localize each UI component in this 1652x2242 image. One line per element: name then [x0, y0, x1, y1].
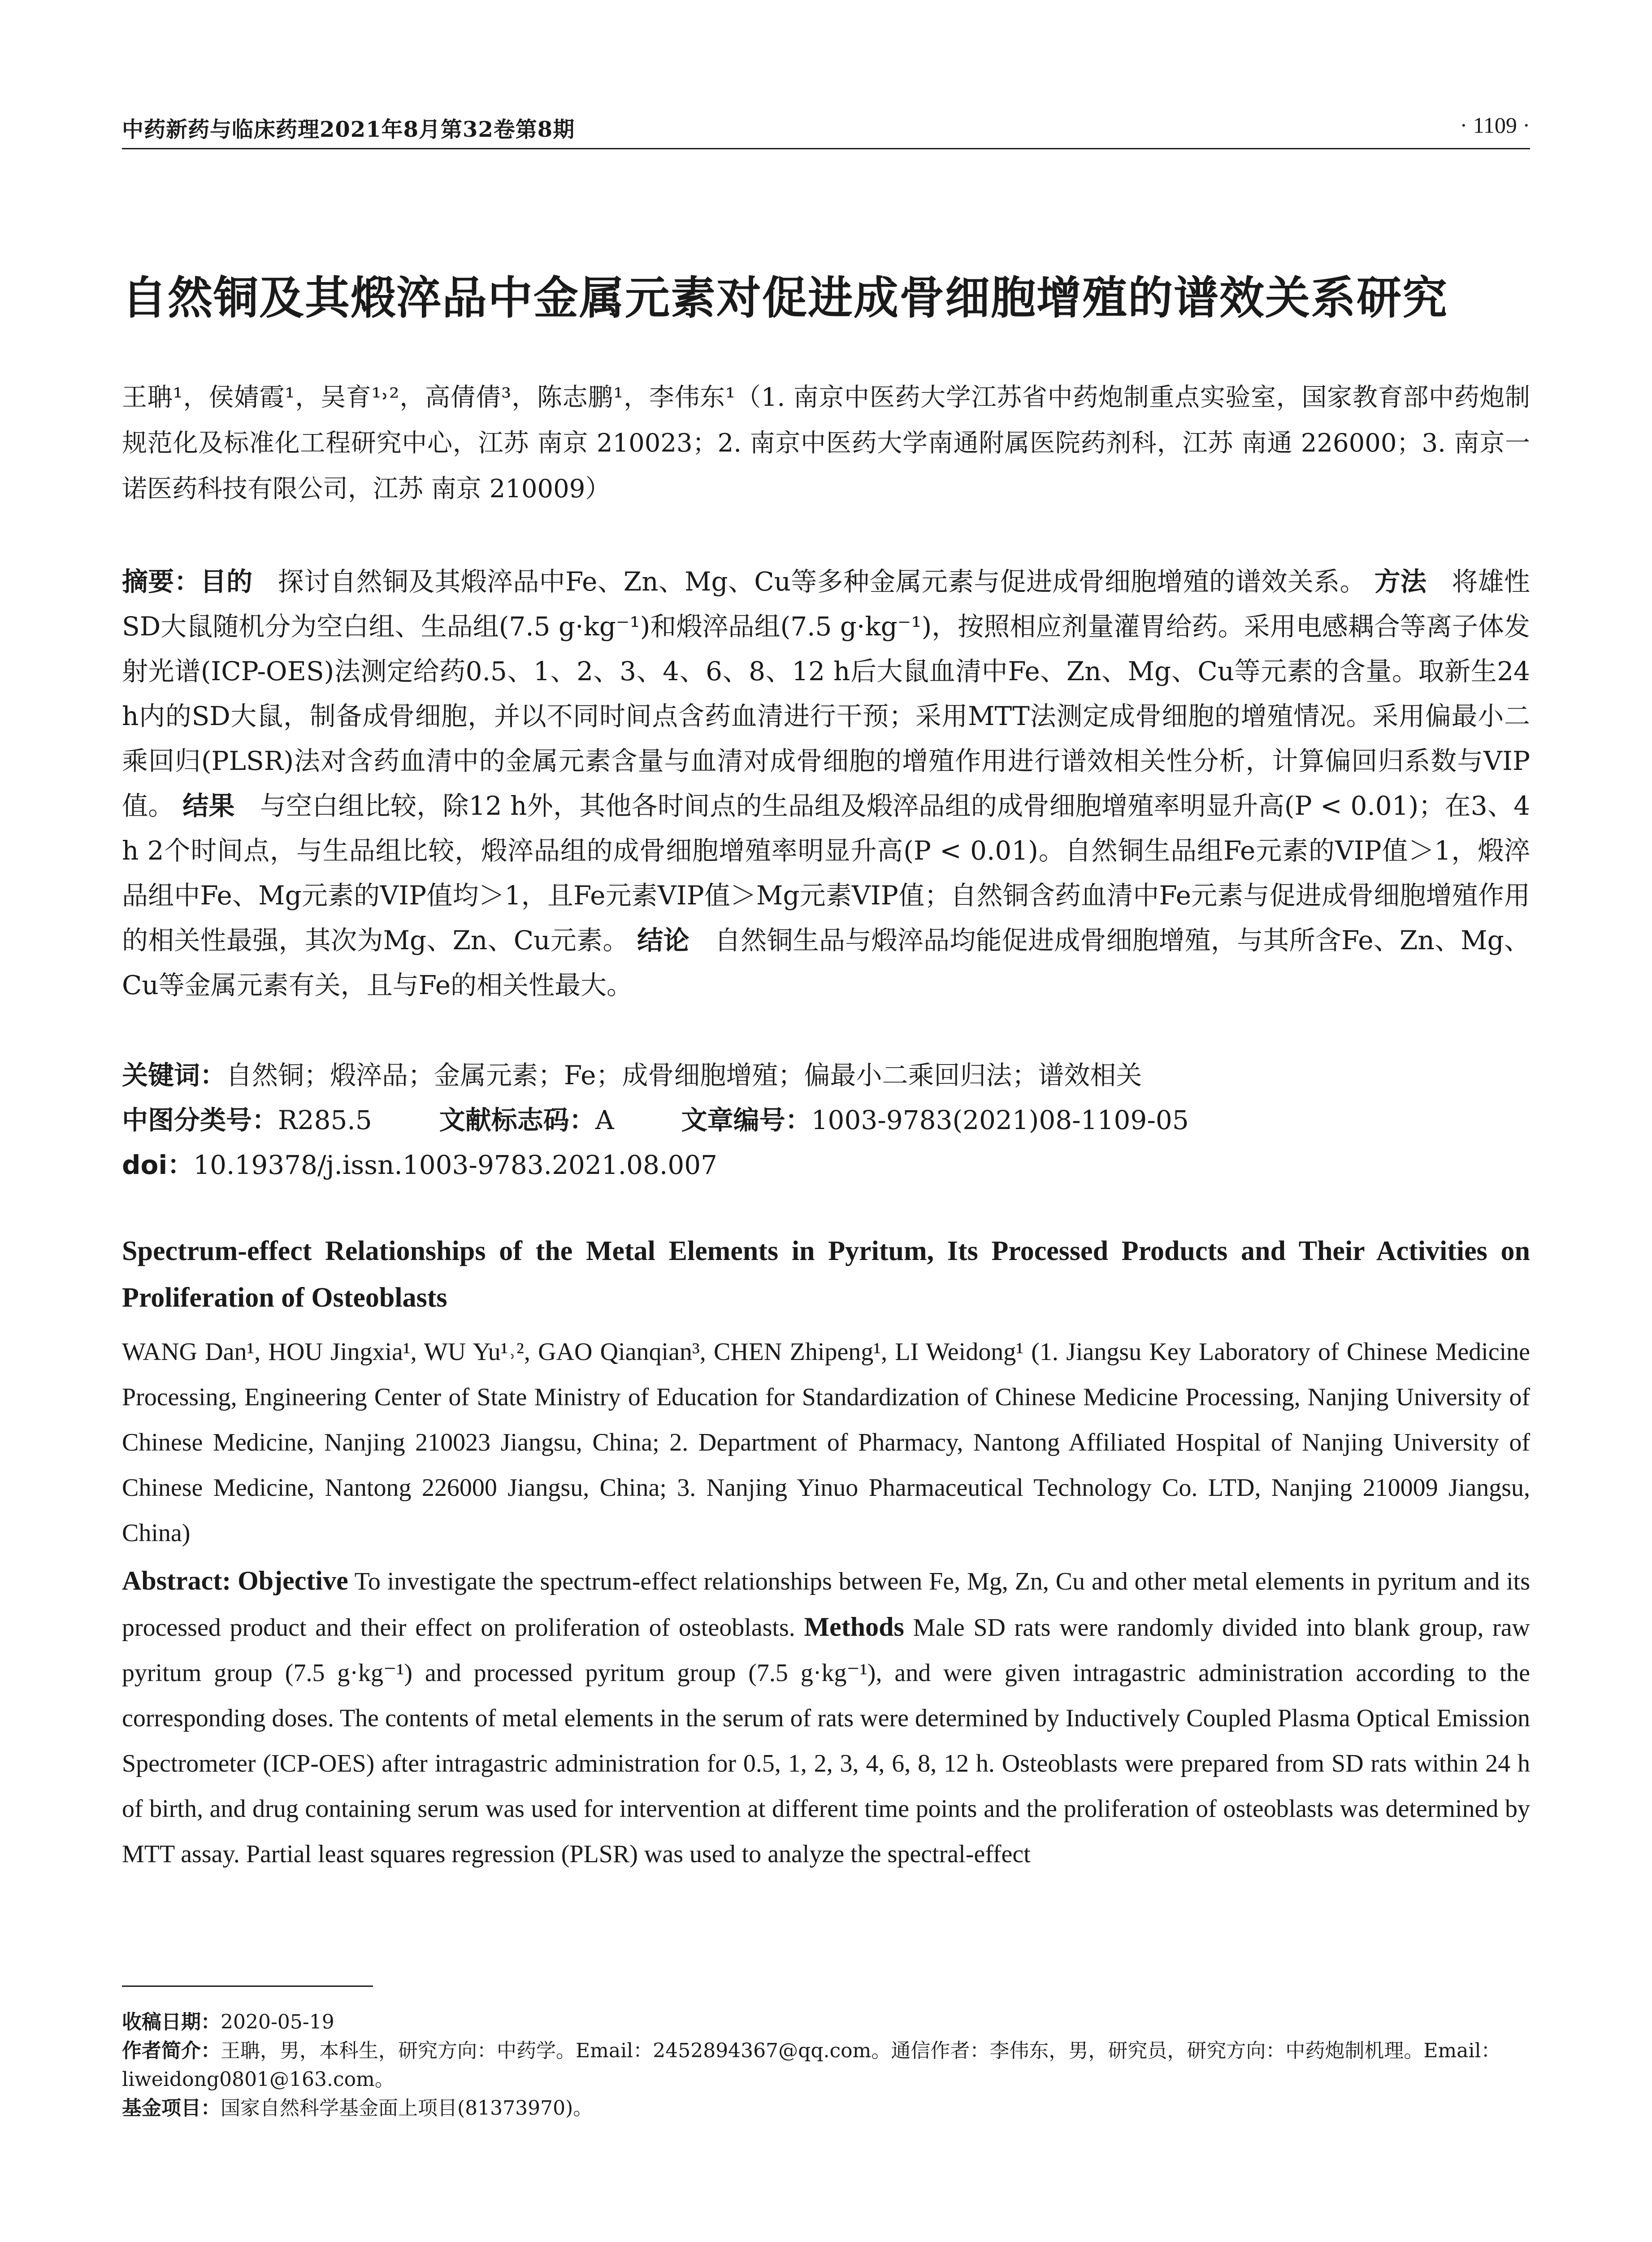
doi-value: 10.19378/j.issn.1003-9783.2021.08.007 — [193, 1150, 718, 1180]
footnote-author — [122, 2037, 1530, 2094]
footnote-divider — [122, 1986, 373, 1987]
keywords-label: 关键词： — [122, 1060, 226, 1091]
article-title: 自然铜及其煅淬品中金属元素对促进成骨细胞增殖的谱效关系研究 — [122, 272, 1448, 324]
running-header — [122, 107, 1530, 143]
results-text: 与空白组比较，除12 h外，其他各时间点的生品组及煅淬品组的成骨细胞增殖率明显升高(P < 0.01)；在3、4 h 2个时间点，与生品组比较，煅淬品组的成骨细胞增殖率明显升高(P < 0.01)。自然铜生品组Fe元素的VIP值＞1，煅淬品组中Fe、Mg元素的VIP值均＞1，且Fe元素VIP值＞Mg元素VIP值；自然铜含药血清中Fe元素与促进成骨细胞增殖作用的相关性最强，其次为Mg、Zn、Cu元素。 — [122, 791, 1530, 956]
abstract-label: 摘要： — [122, 566, 200, 597]
clc-label: 中图分类号： — [122, 1105, 278, 1135]
keywords-line — [122, 1053, 1530, 1098]
methods-text: 将雄性SD大鼠随机分为空白组、生品组(7.5 g·kg⁻¹)和煅淬品组(7.5 g·kg⁻¹)，按照相应剂量灌胃给药。采用电感耦合等离子体发射光谱(ICP-OES)法测定给药0.5、1、2、3、4、6、8、12 h后大鼠血清中Fe、Zn、Mg、Cu等元素的含量。取新生24 h内的SD大鼠，制备成骨细胞，并以不同时间点含药血清进行干预；采用MTT法测定成骨细胞的增殖情况。采用偏最小二乘回归(PLSR)法对含药血清中的金属元素含量与血清对成骨细胞的增殖作用进行谱效相关性分析，计算偏回归系数与VIP值。 — [122, 566, 1530, 821]
results-label: 结果 — [182, 791, 235, 821]
received-label: 收稿日期： — [122, 2011, 221, 2033]
objective-label: 目的 — [200, 566, 253, 597]
doi-line — [122, 1143, 1530, 1187]
keywords-text: 自然铜；煅淬品；金属元素；Fe；成骨细胞增殖；偏最小二乘回归法；谱效相关 — [226, 1060, 1142, 1091]
objective-text: 探讨自然铜及其煅淬品中Fe、Zn、Mg、Cu等多种金属元素与促进成骨细胞增殖的谱效关系。 — [278, 566, 1366, 597]
abstract-cn — [122, 559, 1530, 1008]
conclusion-label: 结论 — [637, 925, 689, 956]
methods-en-label: Methods — [804, 1612, 904, 1642]
doi-label: doi： — [122, 1150, 194, 1180]
abstract-en-label: Abstract: — [122, 1566, 231, 1595]
methods-label: 方法 — [1374, 566, 1427, 597]
methods-en-text: Male SD rats were randomly divided into blank group, raw pyritum group (7.5 g·kg⁻¹) and processed pyritum group (7.5 g·kg⁻¹), and were given intragastric administration according to the corresponding doses. The contents of metal elements in the serum of rats were determined by Inductively Coupled Plasma Optical Emission Spectrometer (ICP-OES) after intragastric administration for 0.5, 1, 2, 3, 4, 6, 8, 12 h. Osteoblasts were prepared from SD rats within 24 h of birth, and drug containing serum was used for intervention at different time points and the proliferation of osteoblasts was determined by MTT assay. Partial least squares regression (PLSR) was used to analyze the spectral-effect — [122, 1614, 1530, 1868]
classification-line — [122, 1098, 1530, 1143]
article-number-value: 1003-9783(2021)08-1109-05 — [811, 1105, 1189, 1135]
author-info-value: 王聃，男，本科生，研究方向：中药学。Email：2452894367@qq.com。通信作者：李伟东，男，研究员，研究方向：中药炮制机理。Email：liweidong0801@163.com。 — [122, 2039, 1501, 2091]
fund-value: 国家自然科学基金面上项目(81373970)。 — [221, 2097, 593, 2120]
header-divider — [122, 148, 1530, 149]
clc-value: R285.5 — [278, 1105, 372, 1135]
authors-affiliations-cn: 王聃¹，侯婧霞¹，吴育¹˒²，高倩倩³，陈志鹏¹，李伟东¹（1. 南京中医药大学江苏省中药炮制重点实验室，国家教育部中药炮制规范化及标准化工程研究中心，江苏 南京 210023；2. 南京中医药大学南通附属医院药剂科，江苏 南通 226000；3. 南京一诺医药科技有限公司，江苏 南京 210009） — [122, 383, 1530, 504]
page-number: · 1109 · — [1460, 113, 1530, 138]
conclusion-text: 自然铜生品与煅淬品均能促进成骨细胞增殖，与其所含Fe、Zn、Mg、Cu等金属元素有关，且与Fe的相关性最大。 — [122, 925, 1530, 1000]
author-info-label: 作者简介： — [122, 2039, 221, 2062]
footnote-fund — [122, 2094, 1530, 2123]
objective-en-label: Objective — [238, 1566, 348, 1595]
authors-affiliations-en: WANG Dan¹, HOU Jingxia¹, WU Yu¹˒², GAO Qianqian³, CHEN Zhipeng¹, LI Weidong¹ (1. Jiangsu Key Laboratory of Chinese Medicine Processing, Engineering Center of State Ministry of Education for Standardization of Chinese Medicine Processing, Nanjing University of Chinese Medicine, Nanjing 210023 Jiangsu, China; 2. Department of Pharmacy, Nantong Affiliated Hospital of Nanjing University of Chinese Medicine, Nantong 226000 Jiangsu, China; 3. Nanjing Yinuo Pharmaceutical Technology Co. LTD, Nanjing 210009 Jiangsu, China) — [122, 1338, 1530, 1547]
doc-code-label: 文献标志码： — [439, 1105, 595, 1135]
received-value: 2020-05-19 — [221, 2011, 334, 2033]
article-number-label: 文章编号： — [681, 1105, 811, 1135]
journal-name: 中药新药与临床药理2021年8月第32卷第8期 — [122, 117, 575, 142]
footnote-received — [122, 2008, 1530, 2037]
article-title-en: Spectrum-effect Relationships of the Metal Elements in Pyritum, Its Processed Products and Their Activities on Proliferation of Osteoblasts — [122, 1236, 1530, 1313]
abstract-en — [122, 1558, 1530, 1877]
fund-label: 基金项目： — [122, 2097, 221, 2120]
objective-en-text: To investigate the spectrum-effect relationships between Fe, Mg, Zn, Cu and other metal elements in pyritum and its processed product and their effect on proliferation of osteoblasts. — [122, 1568, 1531, 1642]
doc-code-value: A — [595, 1105, 614, 1135]
footnotes — [122, 2008, 1530, 2123]
